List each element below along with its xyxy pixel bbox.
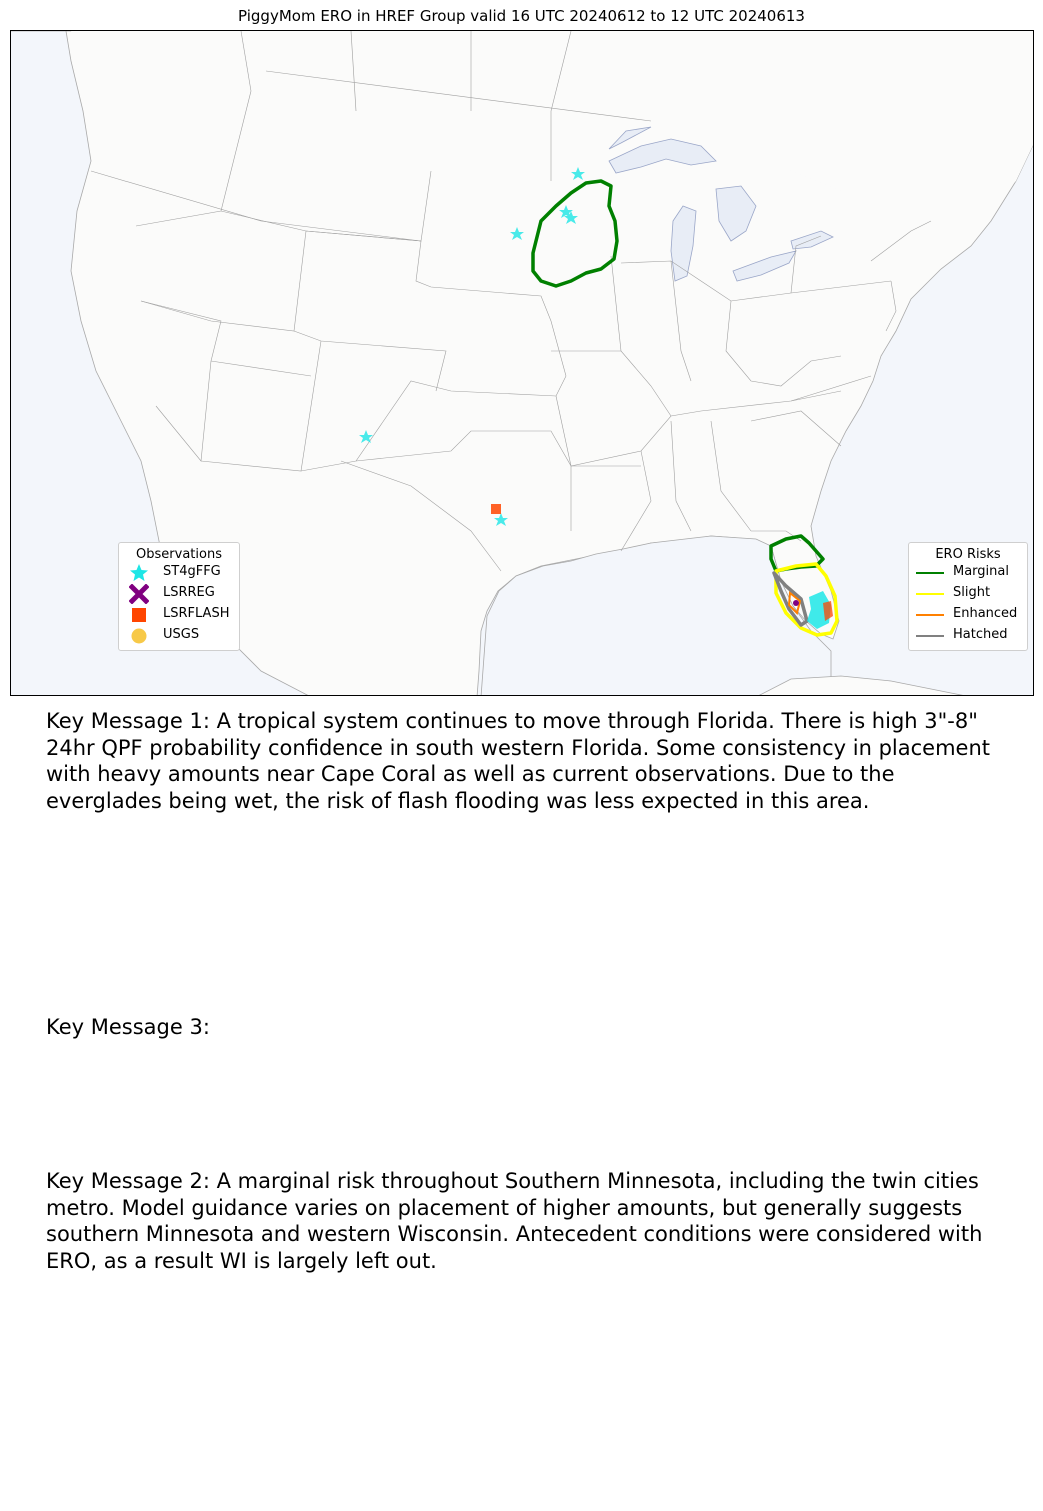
lsrreg-florida	[793, 600, 799, 606]
x-icon	[129, 584, 149, 604]
circle-icon	[129, 626, 149, 646]
ero-legend-title: ERO Risks	[935, 547, 1001, 562]
legend-row-marginal	[909, 562, 1027, 583]
legend-label-slight: Slight	[953, 585, 991, 600]
marginal-line-icon	[915, 563, 945, 583]
legend-row-enhanced	[909, 604, 1027, 625]
legend-row-usgs	[119, 625, 239, 646]
legend-row-st4gffg	[119, 562, 239, 583]
lsrflash-texas	[491, 504, 501, 514]
enhanced-line-icon	[915, 605, 945, 625]
map-title: PiggyMom ERO in HREF Group valid 16 UTC 20240612 to 12 UTC 20240613	[238, 7, 805, 25]
legend-label-lsrreg: LSRREG	[163, 585, 215, 600]
legend-label-st4gffg: ST4gFFG	[163, 564, 221, 579]
legend-row-slight	[909, 583, 1027, 604]
legend-label-lsrflash: LSRFLASH	[163, 606, 230, 621]
star-icon	[129, 563, 149, 583]
legend-label-hatched: Hatched	[953, 627, 1008, 642]
square-icon	[129, 605, 149, 625]
key-message-1: Key Message 1: A tropical system continues to move through Florida. There is high 3"-8" 24hr QPF probability confidence in south western Florida. Some consistency in placement with heavy amounts near Cape Coral as well as current observations. Due to the everglades being wet, the risk of flash flooding was less expected in this area.	[46, 709, 990, 814]
legend-row-lsrreg	[119, 583, 239, 604]
legend-label-marginal: Marginal	[953, 564, 1009, 579]
slight-line-icon	[915, 584, 945, 604]
key-message-2: Key Message 2: A marginal risk throughout Southern Minnesota, including the twin cities metro. Model guidance varies on placement of higher amounts, but generally suggests southern Minnesota and western Wisconsin. Antecedent conditions were considered with ERO, as a result WI is largely left out.	[46, 1169, 983, 1274]
legend-label-enhanced: Enhanced	[953, 606, 1018, 621]
ero-risks-legend	[908, 542, 1028, 651]
legend-row-hatched	[909, 625, 1027, 646]
ero-map[interactable]	[10, 30, 1034, 696]
legend-label-usgs: USGS	[163, 627, 200, 642]
hatched-line-icon	[915, 626, 945, 646]
legend-row-lsrflash	[119, 604, 239, 625]
observations-legend	[118, 542, 240, 651]
key-message-3: Key Message 3:	[46, 1015, 210, 1039]
observations-legend-title: Observations	[136, 547, 222, 562]
